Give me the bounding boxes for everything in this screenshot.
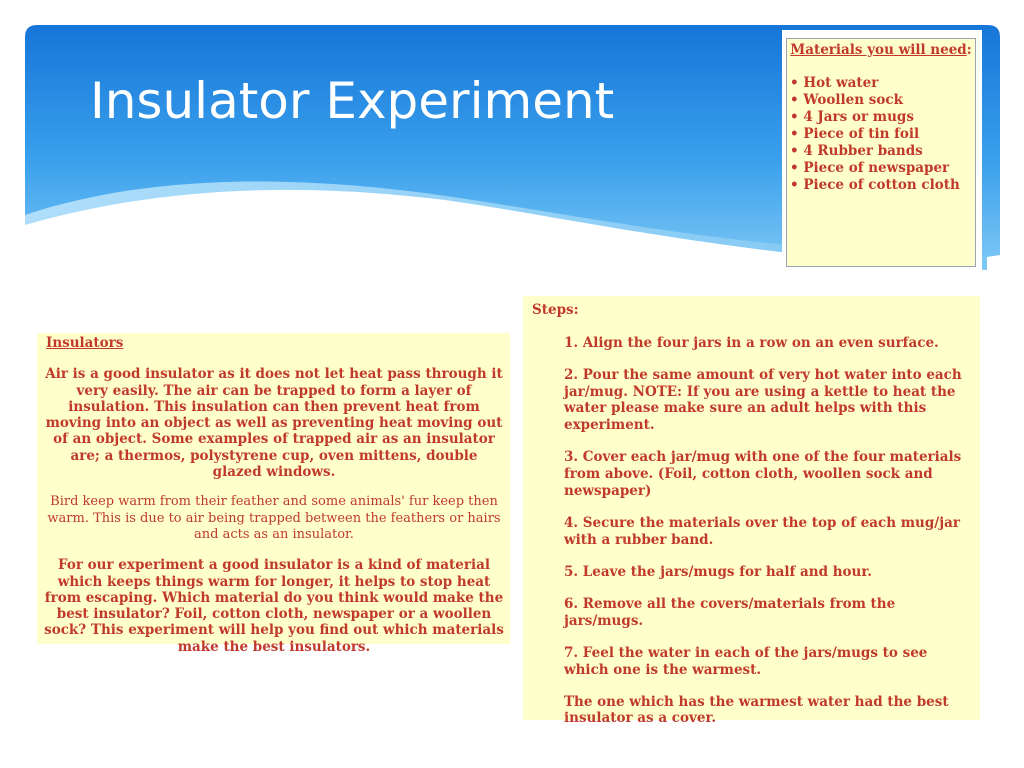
step-item: 3. Cover each jar/mug with one of the four materials from above. (Foil, cotton cloth, woollen sock and newspaper): [564, 449, 962, 499]
materials-box: [786, 38, 976, 267]
step-item: 4. Secure the materials over the top of each mug/jar with a rubber band.: [564, 514, 960, 548]
step-item: 5. Leave the jars/mugs for half and hour.: [564, 563, 872, 580]
materials-item: • Woollen sock: [790, 92, 903, 108]
materials-item: • Piece of newspaper: [790, 160, 950, 176]
materials-list: [790, 75, 972, 194]
steps-heading: Steps:: [532, 302, 579, 318]
materials-item: • Piece of tin foil: [790, 126, 920, 142]
insulators-paragraph: For our experiment a good insulator is a kind of material which keeps things warm for longer, it helps to stop heat from escaping. Which material do you think would make the best insulator? Foil, cotton cloth, newspaper or a woollen sock? This experiment will help you find out which materials make the best insulators.: [44, 557, 504, 655]
insulators-heading: Insulators: [46, 335, 124, 351]
step-item: 1. Align the four jars in a row on an even surface.: [564, 334, 939, 351]
step-item: 7. Feel the water in each of the jars/mugs to see which one is the warmest.: [564, 644, 928, 678]
materials-heading-colon: :: [966, 42, 972, 58]
step-conclusion: The one which has the warmest water had the best insulator as a cover.: [564, 693, 949, 727]
insulators-paragraph: Bird keep warm from their feather and some animals' fur keep then warm. This is due to air being trapped between the feathers or hairs and acts as an insulator.: [47, 494, 501, 542]
insulators-box: [37, 333, 510, 655]
materials-item: • 4 Jars or mugs: [790, 109, 914, 125]
materials-heading: [790, 42, 972, 59]
materials-item: • Piece of cotton cloth: [790, 177, 960, 193]
step-item: 6. Remove all the covers/materials from the jars/mugs.: [564, 595, 896, 629]
materials-heading-text: Materials you will need: [790, 42, 967, 58]
step-item: 2. Pour the same amount of very hot water into each jar/mug. NOTE: If you are using a kettle to heat the water please make sure an adult helps with this experiment.: [564, 366, 962, 434]
insulators-paragraph: Air is a good insulator as it does not let heat pass through it very easily. The air can be trapped to form a layer of insulation. This insulation can then prevent heat from moving into an object as well as preventing heat moving out of an object. Some examples of trapped air as an insulator are; a thermos, polystyrene cup, oven mittens, double glazed windows.: [45, 366, 503, 481]
steps-box: [523, 296, 980, 727]
materials-item: • 4 Rubber bands: [790, 143, 923, 159]
materials-item: • Hot water: [790, 75, 879, 91]
slide-title: Insulator Experiment: [90, 72, 615, 130]
